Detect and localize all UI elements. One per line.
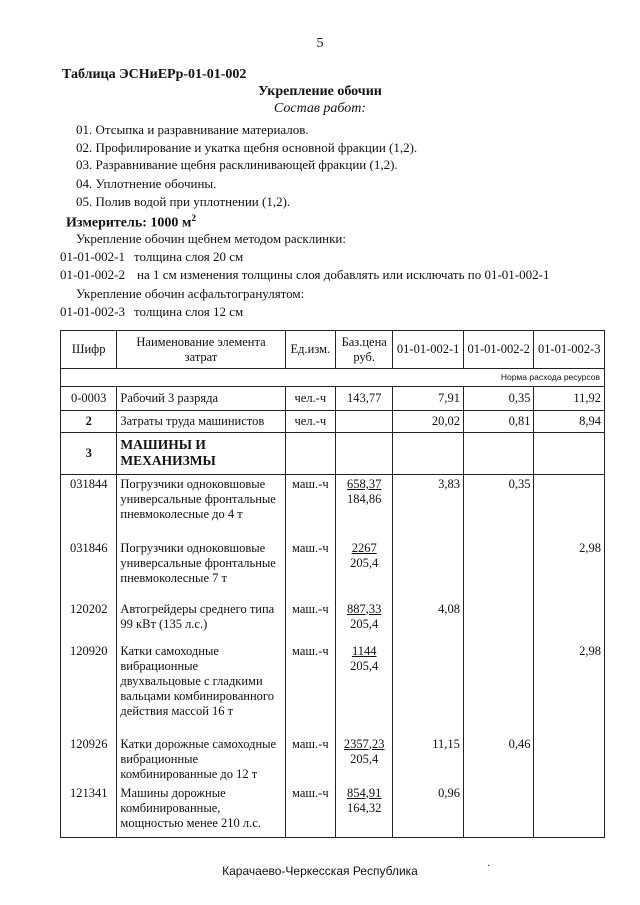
work-item: 03. Разравнивание щебня расклинивающей фракции (1,2). <box>76 157 398 172</box>
table-row <box>61 387 605 411</box>
price-base: 205,4 <box>350 555 379 570</box>
cell-norm-3 <box>534 600 605 642</box>
table-row <box>61 475 605 539</box>
cell-unit: маш.-ч <box>285 475 335 539</box>
table-header-row <box>61 331 605 369</box>
cell-norm-2 <box>463 784 534 838</box>
table-row <box>61 735 605 784</box>
price-current: 658,37 <box>347 477 382 491</box>
cell-code: 2 <box>61 411 117 433</box>
work-composition-header: Состав работ: <box>273 101 367 116</box>
cell-code: 120926 <box>61 735 117 784</box>
cell-code: 031844 <box>61 475 117 539</box>
item-description: толщина слоя 20 см <box>134 249 244 264</box>
cell-unit: маш.-ч <box>285 784 335 838</box>
cell-price <box>336 784 393 838</box>
cell-code: 0-0003 <box>61 387 117 411</box>
header-norm-1: 01-01-002-1 <box>393 331 464 369</box>
cell-norm-1 <box>393 642 464 735</box>
table-row <box>61 433 605 475</box>
measurement-unit <box>66 213 196 232</box>
cell-norm-2 <box>463 539 534 600</box>
cell-code: 120202 <box>61 600 117 642</box>
cell-norm-2: 0,81 <box>463 411 534 433</box>
cell-name: Катки дорожные самоходные вибрационные комбинированные до 12 т <box>117 735 285 784</box>
price-current: 2267 <box>351 540 377 555</box>
section-title: Укрепление обочин <box>258 84 382 99</box>
cell-code: 3 <box>61 433 117 475</box>
footer-region: Карачаево-Черкесская Республика <box>222 864 418 878</box>
cell-norm-2: 0,46 <box>463 735 534 784</box>
cell-price <box>336 600 393 642</box>
work-item: 05. Полив водой при уплотнении (1,2). <box>76 194 291 209</box>
cell-norm-2 <box>463 600 534 642</box>
cell-norm-1: 7,91 <box>393 387 464 411</box>
header-name: Наименование элемента затрат <box>117 331 285 369</box>
price-base: 205,4 <box>350 751 379 766</box>
header-norm-2: 01-01-002-2 <box>463 331 534 369</box>
cell-norm-2: 0,35 <box>463 387 534 411</box>
item-description: на 1 см изменения толщины слоя добавлять или исключать по 01-01-002-1 <box>137 267 550 282</box>
resource-norms-table <box>60 330 605 838</box>
norm-label-row <box>61 369 605 387</box>
item-code: 01-01-002-1 <box>60 249 125 264</box>
item-code: 01-01-002-2 <box>60 267 125 282</box>
cell-price <box>336 735 393 784</box>
cell-norm-3: 8,94 <box>534 411 605 433</box>
price-current: 854,91 <box>347 785 382 800</box>
cell-norm-3: 2,98 <box>534 539 605 600</box>
cell-price <box>336 411 393 433</box>
header-code: Шифр <box>61 331 117 369</box>
cell-norm-1: 20,02 <box>393 411 464 433</box>
cell-norm-3: 11,92 <box>534 387 605 411</box>
cell-norm-1: 3,83 <box>393 475 464 539</box>
scan-speck: · <box>487 861 491 872</box>
header-unit: Ед.изм. <box>285 331 335 369</box>
method-heading-gravel: Укрепление обочин щебнем методом расклинки: <box>76 231 346 246</box>
price-current: 1144 <box>351 643 377 658</box>
cell-norm-3: 2,98 <box>534 642 605 735</box>
work-item: 04. Уплотнение обочины. <box>76 176 217 191</box>
method-heading-asphalt: Укрепление обочин асфальтогранулятом: <box>76 286 305 301</box>
cell-unit <box>285 433 335 475</box>
cell-norm-1: 11,15 <box>393 735 464 784</box>
cell-name: МАШИНЫ И МЕХАНИЗМЫ <box>117 433 285 475</box>
cell-code: 031846 <box>61 539 117 600</box>
price-base: 164,32 <box>347 800 382 815</box>
cell-name: Погрузчики одноковшовые универсальные фронтальные пневмоколесные 7 т <box>117 539 285 600</box>
cell-name: Рабочий 3 разряда <box>117 387 285 411</box>
cell-unit: маш.-ч <box>285 735 335 784</box>
price-base: 205,4 <box>350 658 379 673</box>
cell-norm-2 <box>463 433 534 475</box>
cell-norm-3 <box>534 784 605 838</box>
cell-code: 120920 <box>61 642 117 735</box>
table-row <box>61 642 605 735</box>
cell-unit: чел.-ч <box>285 411 335 433</box>
cell-code: 121341 <box>61 784 117 838</box>
cell-name: Погрузчики одноковшовые универсальные фронтальные пневмоколесные до 4 т <box>117 475 285 539</box>
measurement-label: Измеритель: 1000 м <box>66 215 192 231</box>
price-base: 184,86 <box>347 492 382 506</box>
table-row <box>61 784 605 838</box>
table-title: Таблица ЭСНиЕРр-01-01-002 <box>62 67 247 82</box>
cell-price <box>336 539 393 600</box>
cell-name: Машины дорожные комбинированные, мощностью менее 210 л.с. <box>117 784 285 838</box>
cell-price <box>336 475 393 539</box>
cell-price: 143,77 <box>336 387 393 411</box>
price-base: 205,4 <box>350 616 379 631</box>
cell-norm-3 <box>534 735 605 784</box>
cell-norm-2 <box>463 642 534 735</box>
cell-norm-1: 0,96 <box>393 784 464 838</box>
header-price: Баз.цена руб. <box>336 331 393 369</box>
price-current: 2357,23 <box>343 736 385 751</box>
cell-norm-2: 0,35 <box>463 475 534 539</box>
cell-norm-1 <box>393 539 464 600</box>
item-description: толщина слоя 12 см <box>134 304 244 319</box>
table-row <box>61 539 605 600</box>
table-row <box>61 411 605 433</box>
cell-name: Катки самоходные вибрационные двухвальцовые с гладкими вальцами комбинированного действия массой 16 т <box>117 642 285 735</box>
cell-unit: маш.-ч <box>285 600 335 642</box>
cell-unit: маш.-ч <box>285 539 335 600</box>
table-row <box>61 600 605 642</box>
cell-norm-1: 4,08 <box>393 600 464 642</box>
cell-norm-3 <box>534 433 605 475</box>
cell-price <box>336 433 393 475</box>
cell-unit: маш.-ч <box>285 642 335 735</box>
measurement-superscript: 2 <box>191 213 196 223</box>
cell-unit: чел.-ч <box>285 387 335 411</box>
work-item: 01. Отсыпка и разравнивание материалов. <box>76 122 309 137</box>
price-current: 887,33 <box>347 601 382 616</box>
work-item: 02. Профилирование и укатка щебня основной фракции (1,2). <box>76 140 418 155</box>
item-code: 01-01-002-3 <box>60 304 125 319</box>
cell-name: Автогрейдеры среднего типа 99 кВт (135 л.с.) <box>117 600 285 642</box>
header-norm-3: 01-01-002-3 <box>534 331 605 369</box>
cell-name: Затраты труда машинистов <box>117 411 285 433</box>
cell-norm-3 <box>534 475 605 539</box>
cell-price <box>336 642 393 735</box>
norm-label: Норма расхода ресурсов <box>61 369 605 387</box>
cell-norm-1 <box>393 433 464 475</box>
page-number: 5 <box>316 36 324 51</box>
